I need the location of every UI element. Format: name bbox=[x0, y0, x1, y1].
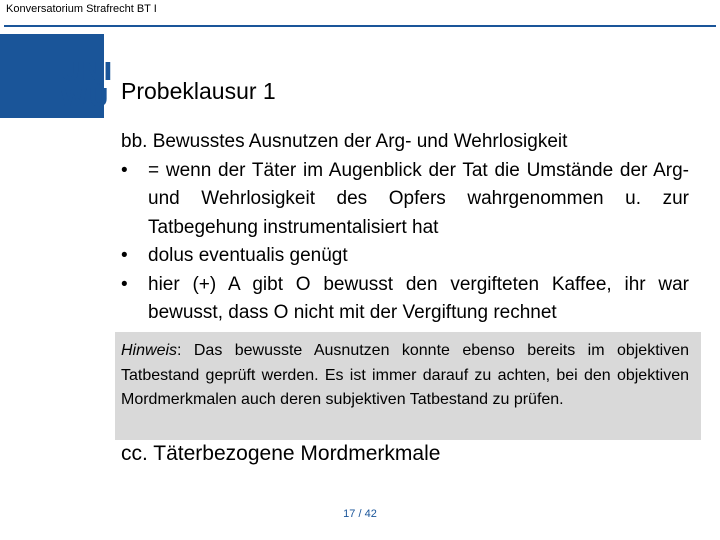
hint-label: Hinweis bbox=[121, 342, 178, 359]
logo-line-1: UNI bbox=[60, 57, 114, 86]
bullet-text: dolus eventualis genügt bbox=[148, 245, 348, 266]
bullet-icon: • bbox=[121, 273, 128, 295]
section-heading: bb. Bewusstes Ausnutzen der Arg- und Wehrlosigkeit bbox=[121, 131, 568, 152]
university-logo bbox=[60, 59, 114, 111]
bullet-icon: • bbox=[121, 159, 128, 181]
logo-line-2: WÜ bbox=[60, 83, 110, 112]
slide-title: Probeklausur 1 bbox=[121, 78, 276, 104]
bullet-item bbox=[121, 242, 689, 271]
header-title: Konversatorium Strafrecht BT I bbox=[6, 3, 157, 15]
hint-text: : Das bewusste Ausnutzen konnte ebenso bereits im objektiven Tatbestand geprüft werden. Es ist immer darauf zu achten, bei den objektiven Mordmerkmalen auch deren subjektiven Tatbestand zu prüfen. bbox=[121, 342, 689, 408]
hint-box bbox=[115, 332, 701, 440]
bullet-icon: • bbox=[121, 245, 128, 266]
bullet-text: hier (+) A gibt O bewusst den vergifteten Kaffee, ihr war bewusst, dass O nicht mit der Vergiftung rechnet bbox=[148, 273, 689, 323]
header-divider bbox=[4, 25, 716, 27]
bullet-item bbox=[121, 157, 689, 243]
next-section-heading: cc. Täterbezogene Mordmerkmale bbox=[121, 442, 441, 465]
page-number: 17 / 42 bbox=[343, 508, 377, 520]
bullet-text: = wenn der Täter im Augenblick der Tat die Umstände der Arg- und Wehrlosigkeit des Opfers wahrgenommen u. zur Tatbegehung instrumentalisiert hat bbox=[148, 159, 689, 238]
bullet-item bbox=[121, 271, 689, 328]
bullet-list bbox=[121, 157, 689, 328]
hint-paragraph bbox=[121, 339, 689, 413]
slide-content bbox=[121, 128, 689, 328]
